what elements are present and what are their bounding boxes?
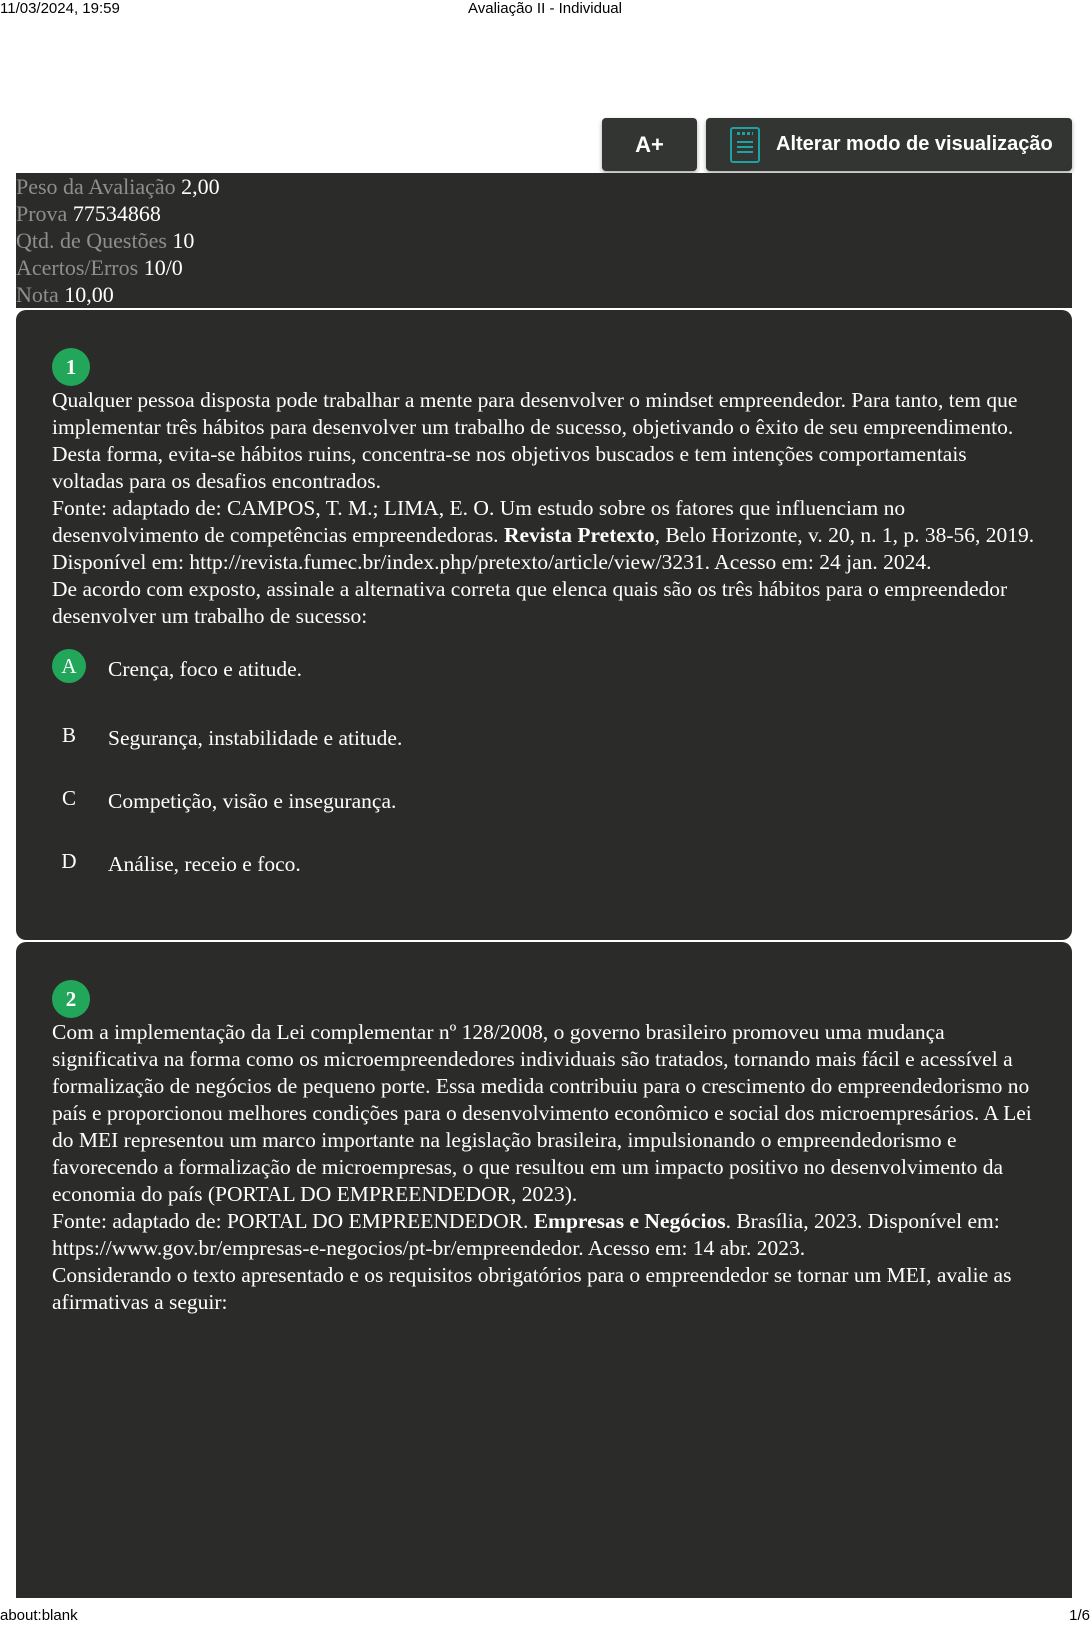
increase-font-button[interactable] [602,118,697,171]
option-text: Crença, foco e atitude. [108,656,303,681]
print-page-number: 1/6 [1069,1607,1090,1624]
summary-row-question-count: Qtd. de Questões 10 [16,228,195,253]
question-source: Fonte: adaptado de: CAMPOS, T. M.; LIMA, E. O. Um estudo sobre os fatores que influenciam no desenvolvimento de competências empreendedoras. Revista Pretexto, Belo Horizonte, v. 20, n. 1, p. 38-56, 2019. Disponível em: http://revista.fumec.br/index.php/pretexto/article/view/3231. Acesso em: 24 jan. 2024. [52,496,1035,574]
option-text: Análise, receio e foco. [108,852,301,876]
question-prompt: De acordo com exposto, assinale a alternativa correta que elenca quais são os três hábitos para o empreendedor desenvolver um trabalho de sucesso: [52,577,1008,628]
question-number-badge: 1 [52,348,90,386]
print-doc-title: Avaliação II - Individual [468,0,622,17]
print-url: about:blank [0,1607,78,1624]
answer-option-c[interactable] [52,770,1040,833]
option-text: Competição, visão e insegurança. [108,789,397,813]
question-paragraph: Qualquer pessoa disposta pode trabalhar a mente para desenvolver o mindset empreendedor. Para tanto, tem que implementar três hábitos para desenvolver um trabalho de sucesso, objetivando o êxito de seu empreendimento. Desta forma, evita-se hábitos ruins, concentra-se nos objetivos buscados e tem intenções comportamentais voltadas para os desafios encontrados. [52,388,1018,493]
summary-row-score-ratio: Acertos/Erros 10/0 [16,255,183,280]
option-text: Segurança, instabilidade e atitude. [108,726,403,750]
question-paragraph: Com a implementação da Lei complementar nº 128/2008, o governo brasileiro promoveu uma mudança significativa na forma como os microempreendedores individuais são tratados, tornando mais fácil e acessível a formalização de negócios de pequeno porte. Essa medida contribuiu para o crescimento do empreendedorismo no país e proporcionou melhores condições para o desenvolvimento econômico e social dos microempresários. A Lei do MEI representou um marco importante na legislação brasileira, impulsionando o empreendedorismo e favorecendo a formalização de microempresas, o que resultou em um impacto positivo no desenvolvimento da economia do país (PORTAL DO EMPREENDEDOR, 2023). [52,1020,1032,1206]
option-letter-correct: A [52,649,86,683]
question-number-badge: 2 [52,980,90,1018]
question-text [52,387,1040,630]
summary-row-weight: Peso da Avaliação 2,00 [16,174,220,199]
question-text [52,1019,1040,1316]
option-letter: D [61,849,77,873]
answer-options [52,644,1040,896]
document-icon [730,127,760,163]
summary-row-exam-id: Prova 77534868 [16,201,161,226]
print-footer [0,1605,1090,1625]
answer-option-d[interactable] [52,833,1040,896]
change-view-mode-label: Alterar modo de visualização [776,133,1053,155]
change-view-mode-button[interactable] [706,118,1072,171]
question-source: Fonte: adaptado de: PORTAL DO EMPREENDEDOR. Empresas e Negócios. Brasília, 2023. Disponível em: https://www.gov.br/empresas-e-negocios/pt-br/empreendedor. Acesso em: 14 abr. 2023. [52,1209,1000,1260]
option-letter: C [61,786,76,810]
question-card [16,942,1072,1598]
answer-option-a[interactable] [52,644,1040,694]
print-header [0,0,1090,18]
print-datetime: 11/03/2024, 19:59 [0,0,120,17]
answer-option-b[interactable] [52,707,1040,770]
summary-row-grade: Nota 10,00 [16,282,114,307]
increase-font-label: A+ [635,131,664,157]
exam-summary [16,173,1072,308]
option-letter: B [61,723,76,747]
question-prompt: Considerando o texto apresentado e os requisitos obrigatórios para o empreendedor se tornar um MEI, avalie as afirmativas a seguir: [52,1263,1012,1314]
question-card [16,310,1072,940]
